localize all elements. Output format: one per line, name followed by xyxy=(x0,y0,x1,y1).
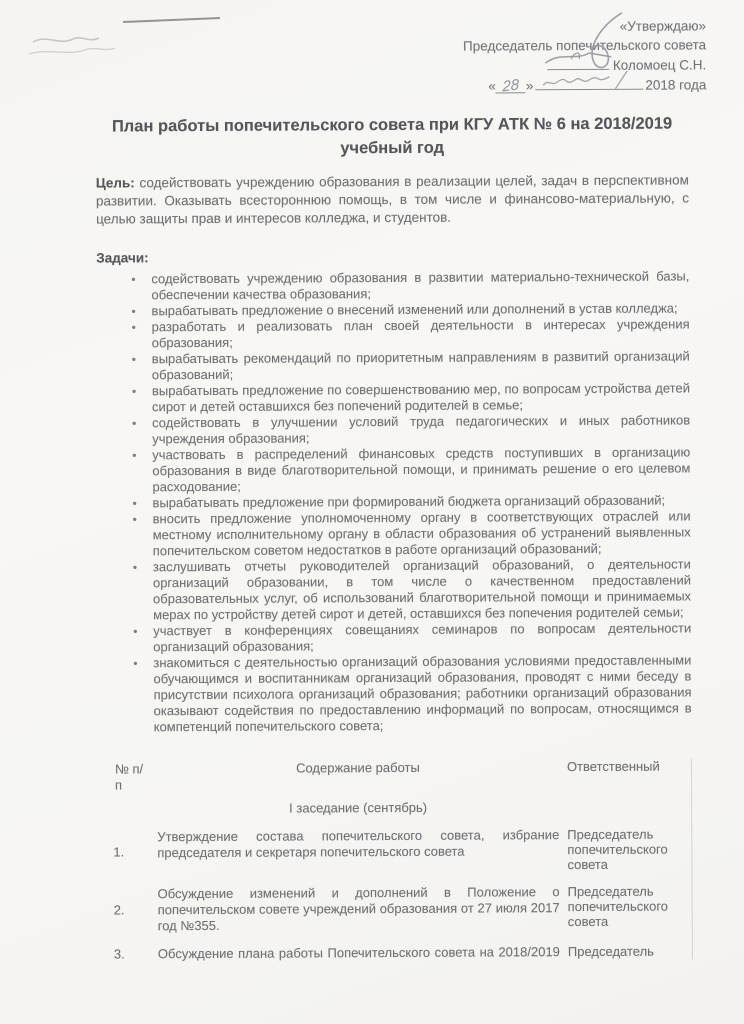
task-item: • знакомиться с деятельностью организаций образования условиями предоставленными обучающимся и воспитанникам организаций образования, проводят с ними беседу в присутствии психолога организаций образования; работники организаций образования оказывают содействия по предоставлению информаций по вопросам, относящимся в компетенций попечительского совета; xyxy=(153,652,691,735)
task-item: • участвовать в распределений финансовых средств поступивших в организацию образования в виде благотворительной помощи, и принимать решение о его целевом расходование; xyxy=(152,444,690,495)
task-item: • участвует в конференциях совещаниях семинаров по вопросам деятельности организаций образования; xyxy=(153,620,691,655)
approval-date-line xyxy=(394,74,706,96)
row-responsible: Председатель xyxy=(567,943,654,960)
task-item: • содействовать в улучшении условий труда педагогических и иных работников учреждения образования; xyxy=(152,412,690,447)
task-item: • содействовать учреждению образования в развитии материально-технической базы, обеспечении качества образования; xyxy=(151,268,689,303)
goal-paragraph xyxy=(96,171,689,228)
goal-label: Цель: xyxy=(95,175,135,191)
row-content: Обсуждение изменений и дополнений в Положение о попечительском совете учреждений образования от 27 июля 2017 год №355. xyxy=(157,884,560,934)
handwritten-month-squiggle-icon xyxy=(539,71,639,92)
row-num: 3. xyxy=(113,946,125,962)
date-year: 2018 года xyxy=(645,77,707,93)
approval-stamp-label: «Утверждаю» xyxy=(619,18,707,34)
row-num: 2. xyxy=(113,902,125,918)
approver-title: Председатель попечительского совета xyxy=(462,37,707,54)
document-content xyxy=(95,16,707,962)
approver-name: Коломоец С.Н. xyxy=(612,57,707,73)
date-open-quote: « xyxy=(488,78,496,94)
row-responsible: Председатель попечительского совета xyxy=(567,883,669,930)
task-item: • вносить предложение уполномоченному органу в соответствующих отраслей или местному исполнительному органу в области образования об устранений выявленных попечительском советом недостатков в работе организаций образований; xyxy=(153,508,691,559)
task-item: • вырабатывать предложение о внесений изменений или дополнений в устав колледжа; xyxy=(151,300,689,319)
page-title: План работы попечительского совета при КГУ АТК № 6 на 2018/2019 учебный год xyxy=(111,114,673,158)
signature-stroke-icon xyxy=(541,45,615,69)
task-item: • вырабатывать рекомендаций по приоритетным направлениям в развитий организаций образований; xyxy=(152,348,690,383)
plan-table xyxy=(99,758,693,962)
tasks-list xyxy=(96,268,691,735)
signature-line xyxy=(547,55,609,70)
task-item: • вырабатывать предложение при формирований бюджета организаций образований; xyxy=(152,492,690,511)
date-day-underline xyxy=(496,76,526,96)
row-responsible: Председатель попечительского совета xyxy=(567,826,668,873)
task-item: • заслушивать отчеты руководителей организаций образований, о деятельности организаций образовании, в том числе о качественном предоставлений образовательных услуг, об использований благотворительной помощи и принимаемых мерах по устройству детей сирот и детей, оставшихся без попечения родителей семьи; xyxy=(153,556,691,623)
row-num: 1. xyxy=(113,843,125,859)
row-content: Обсуждение плана работы Попечительского совета на 2018/2019 xyxy=(157,944,560,962)
task-item: • вырабатывать предложение по совершенствованию мер, по вопросам устройства детей сирот и детей оставшихся без попечений родителей в семье; xyxy=(152,380,690,415)
row-content: Утверждение состава попечительского совета, избрание председателя и секретаря попечительского совета xyxy=(157,827,560,861)
tasks-label: Задачи: xyxy=(96,250,149,266)
approval-stamp-block xyxy=(394,16,706,96)
date-close-quote: » xyxy=(525,78,534,94)
task-item: • разработать и реализовать план своей деятельности в интересах учреждения образования; xyxy=(152,316,690,351)
col-header-content: Содержание работы xyxy=(296,759,420,776)
session-title: I заседание (сентябрь) xyxy=(289,799,428,816)
handwritten-month-line xyxy=(535,75,643,91)
goal-text: содействовать учреждению образования в реализации целей, задач в перспективном развитии. Оказывать всестороннюю помощь, в том числе и финансово-материальную, с целью защиты прав и интересов колледжа, и студентов. xyxy=(95,172,689,227)
col-header-responsible: Ответственный xyxy=(566,758,660,775)
col-header-num: № п/п xyxy=(114,761,144,793)
handwritten-day: 28 xyxy=(502,76,520,96)
